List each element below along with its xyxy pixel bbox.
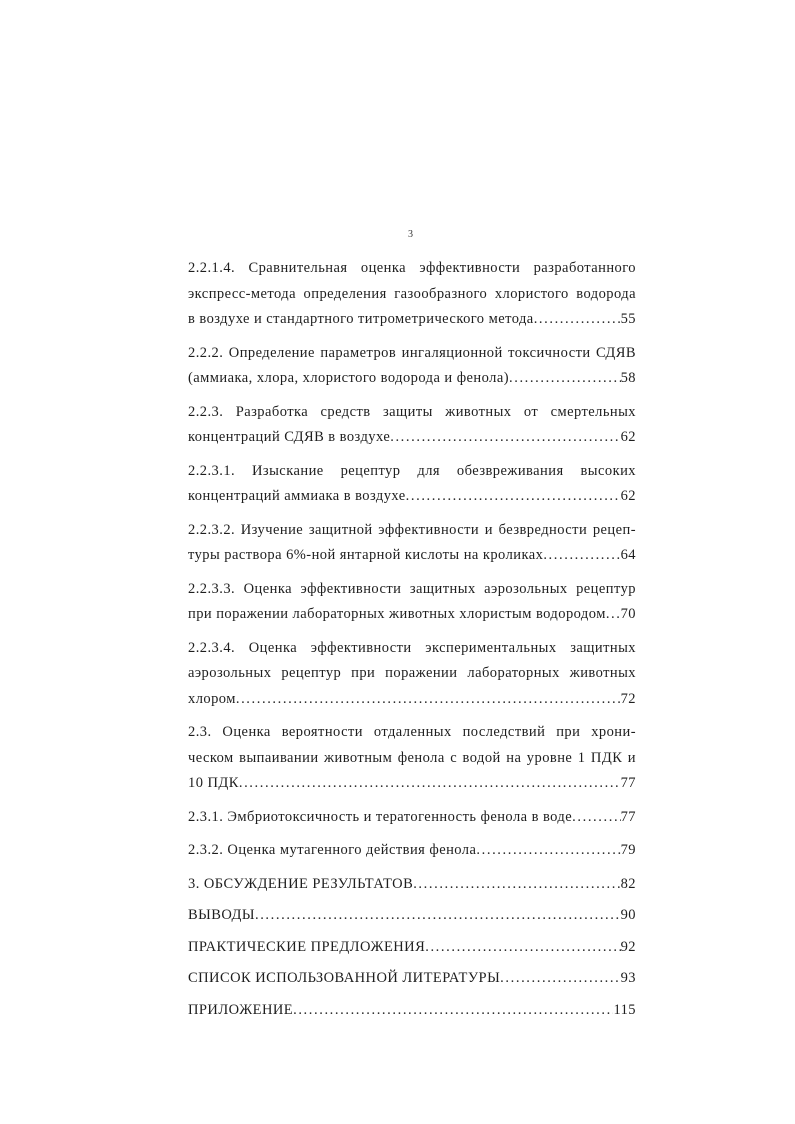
toc-entry-last-line	[188, 838, 636, 864]
toc-page-ref: 58	[620, 370, 636, 386]
dot-leader	[543, 543, 620, 569]
toc-entry-line: 2.2.3.3. Оценка эффективности защитных аэрозольных рецептур	[188, 580, 636, 597]
toc-page-ref: 90	[620, 907, 636, 923]
toc-entry-title: ПРАКТИЧЕСКИЕ ПРЕДЛОЖЕНИЯ	[188, 938, 426, 955]
toc-page-ref: 64	[620, 547, 636, 563]
toc-entry-last-line	[188, 872, 636, 898]
toc-entry-last-line	[188, 687, 636, 713]
toc-entry-title: концентраций СДЯВ в воздухе	[188, 429, 391, 445]
toc-entry-2-2-3-1[interactable]	[188, 459, 636, 510]
toc-entry-last-line	[188, 903, 636, 929]
toc-entry-title: 2.3.1. Эмбриотоксичность и тератогенность фенола в воде	[188, 808, 573, 825]
toc-page-ref: 82	[620, 875, 636, 892]
toc-entry-title: ВЫВОДЫ	[188, 907, 255, 923]
toc-entry-last-line	[188, 307, 636, 333]
dot-leader	[390, 425, 620, 451]
toc-entry-line: 2.2.1.4. Сравнительная оценка эффективности разработанного	[188, 260, 636, 276]
toc-page-ref: 115	[613, 1001, 636, 1018]
toc-entry-title: ПРИЛОЖЕНИЕ	[188, 1001, 294, 1018]
toc-entry-appendix[interactable]	[188, 998, 636, 1024]
toc-entry-2-2-3-2[interactable]	[188, 518, 636, 569]
toc-entry-line: 2.2.3.2. Изучение защитной эффективности и безвредности рецеп-	[188, 521, 636, 538]
toc-entry-title: хлором	[188, 690, 236, 707]
table-of-contents	[188, 256, 636, 1029]
toc-entry-2-2-1-4[interactable]	[188, 256, 636, 333]
toc-entry-last-line	[188, 425, 636, 451]
toc-entry-title: СПИСОК ИСПОЛЬЗОВАННОЙ ЛИТЕРАТУРЫ	[188, 970, 501, 986]
toc-entry-title: (аммиака, хлора, хлористого водорода и фенола)	[188, 370, 509, 386]
toc-entry-last-line	[188, 366, 636, 392]
toc-entry-last-line	[188, 771, 636, 797]
toc-entry-title: туры раствора 6%-ной янтарной кислоты на кроликах	[188, 547, 544, 563]
toc-entry-line: 2.2.3.1. Изыскание рецептур для обезвреживания высоких	[188, 462, 636, 479]
toc-entry-line: экспресс-метода определения газообразного хлористого водорода	[188, 285, 636, 302]
toc-page-ref: 55	[620, 311, 636, 327]
toc-page-ref: 79	[620, 842, 636, 858]
toc-page-ref: 72	[620, 690, 636, 707]
toc-page-ref: 62	[620, 488, 636, 504]
dot-leader	[500, 966, 620, 992]
toc-entry-last-line	[188, 998, 636, 1024]
toc-page-ref: 62	[620, 429, 636, 445]
dot-leader	[534, 307, 621, 333]
toc-entry-2-2-3[interactable]	[188, 400, 636, 451]
toc-entry-conclusions[interactable]	[188, 903, 636, 929]
toc-page-ref: 92	[620, 938, 636, 955]
dot-leader	[239, 771, 621, 797]
toc-page-ref: 70	[620, 606, 636, 622]
toc-entry-references[interactable]	[188, 966, 636, 992]
dot-leader	[425, 935, 620, 961]
toc-entry-last-line	[188, 935, 636, 961]
toc-entry-last-line	[188, 966, 636, 992]
toc-entry-2-3-1[interactable]	[188, 805, 636, 831]
toc-entry-title: 2.3.2. Оценка мутагенного действия фенола	[188, 842, 477, 858]
toc-entry-title: при поражении лабораторных животных хлористым водородом	[188, 606, 606, 622]
toc-entry-line: ческом выпаивании животным фенола с водой на уровне 1 ПДК и	[188, 749, 636, 766]
page-number: 3	[408, 229, 413, 240]
toc-entry-last-line	[188, 602, 636, 628]
toc-entry-line: 2.2.3. Разработка средств защиты животных от смертельных	[188, 403, 636, 420]
toc-page-ref: 77	[620, 808, 636, 825]
toc-entry-discussion[interactable]	[188, 872, 636, 898]
toc-entry-last-line	[188, 543, 636, 569]
dot-leader	[236, 687, 621, 713]
dot-leader	[413, 872, 620, 898]
toc-entry-title: 10 ПДК	[188, 775, 239, 791]
toc-entry-recommendations[interactable]	[188, 935, 636, 961]
toc-page-ref: 93	[620, 970, 636, 986]
toc-entry-line: 2.2.2. Определение параметров ингаляционной токсичности СДЯВ	[188, 344, 636, 361]
toc-entry-2-3-2[interactable]	[188, 838, 636, 864]
toc-entry-last-line	[188, 805, 636, 831]
toc-page-ref: 77	[620, 775, 636, 791]
toc-entry-title: 3. ОБСУЖДЕНИЕ РЕЗУЛЬТАТОВ	[188, 875, 414, 892]
toc-entry-2-2-3-4[interactable]	[188, 636, 636, 713]
dot-leader	[606, 602, 621, 628]
toc-entry-2-2-2[interactable]	[188, 341, 636, 392]
toc-entry-2-2-3-3[interactable]	[188, 577, 636, 628]
toc-entry-title: концентраций аммиака в воздухе	[188, 488, 406, 504]
dot-leader	[406, 484, 621, 510]
toc-entry-line: аэрозольных рецептур при поражении лабораторных животных	[188, 665, 636, 681]
toc-entry-title: в воздухе и стандартного титрометрического метода	[188, 311, 534, 327]
dot-leader	[293, 998, 613, 1024]
toc-entry-last-line	[188, 484, 636, 510]
dot-leader	[572, 805, 620, 831]
toc-entry-2-3[interactable]	[188, 720, 636, 797]
dot-leader	[476, 838, 620, 864]
toc-entry-line: 2.3. Оценка вероятности отдаленных последствий при хрони-	[188, 724, 636, 740]
dot-leader	[509, 366, 621, 392]
toc-entry-line: 2.2.3.4. Оценка эффективности экспериментальных защитных	[188, 639, 636, 656]
dot-leader	[255, 903, 621, 929]
